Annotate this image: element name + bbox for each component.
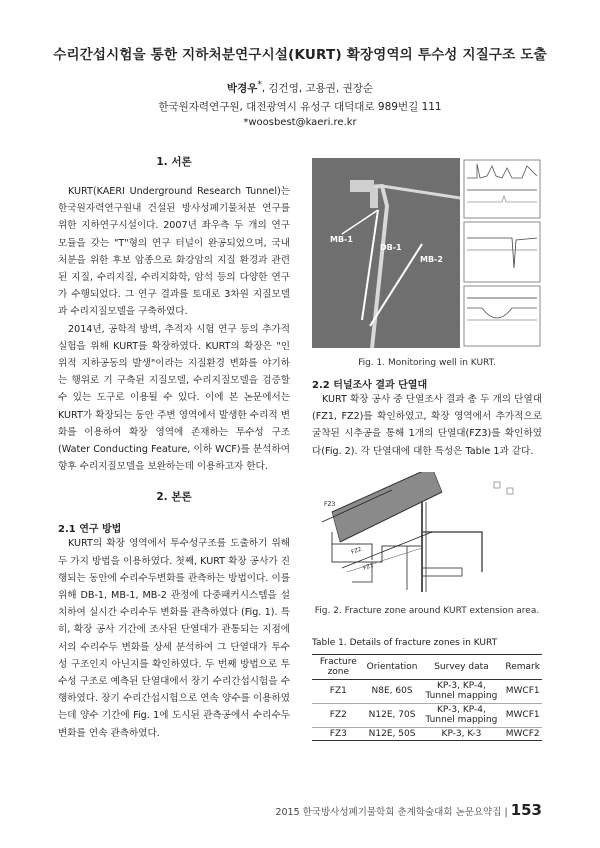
paper-title: 수리간섭시험을 통한 지하처분연구시설(KURT) 확장영역의 투수성 지질구조 도출 xyxy=(53,47,547,63)
footer-text: 2015 한국방사성폐기물학회 춘계학술대회 논문요약집 xyxy=(275,807,502,818)
cell: KP-3, KP-4, Tunnel mapping xyxy=(419,703,503,727)
cell: MWCF1 xyxy=(503,703,542,727)
label-mb2: MB-2 xyxy=(420,255,443,264)
figure-1-caption: Fig. 1. Monitoring well in KURT. xyxy=(358,358,496,368)
cell: N12E, 70S xyxy=(365,703,420,727)
co-authors: , 김건영, 고용권, 권장순 xyxy=(261,82,374,95)
table-row xyxy=(312,727,542,741)
label-mb1: MB-1 xyxy=(330,235,353,244)
cell: MWCF2 xyxy=(503,727,542,741)
subsection-heading-survey: 2.2 터널조사 결과 단열대 xyxy=(312,380,428,391)
label-db1: DB-1 xyxy=(380,243,402,252)
cell: FZ2 xyxy=(312,703,365,727)
fracture-zone-table xyxy=(312,654,542,742)
page-footer xyxy=(275,801,542,819)
figure-2-image xyxy=(312,472,542,600)
figure-1-image xyxy=(312,158,542,348)
figure-2 xyxy=(312,472,542,616)
col-header-fracture-zone: Fracture zone xyxy=(312,654,365,679)
corresponding-mark: * xyxy=(257,80,262,90)
first-author: 박경우 xyxy=(226,82,258,95)
cell: N12E, 50S xyxy=(365,727,420,741)
table-1 xyxy=(312,638,542,742)
label-fz2: FZ2 xyxy=(350,546,363,556)
cell: FZ3 xyxy=(312,727,365,741)
cell: KP-3, K-3 xyxy=(419,727,503,741)
cell: KP-3, KP-4, Tunnel mapping xyxy=(419,679,503,703)
table-row xyxy=(312,679,542,703)
intro-paragraph-1: KURT(KAERI Underground Research Tunnel)는 한국원자력연구원내 건설된 방사성폐기물처분 연구를 위한 지하연구시설이다. 2007년 좌우측 두 개의 연구 모듈을 갖는 "T"형의 연구 터널이 완공되었으며, 국내 처분을 위한 후보 암종으로 화강암의 지질 환경과 관련된 지질, 수리지질, 수리지화학, 암석 등의 다양한 연구가 수행되었다. 그 연구 결과를 토대로 3차원 지질모델과 수리지질모델을 구축하였다. xyxy=(58,186,290,318)
right-column xyxy=(312,148,542,741)
figure-2-caption: Fig. 2. Fracture zone around KURT extension area. xyxy=(314,605,540,616)
left-column xyxy=(58,148,290,742)
subsection-heading-method: 2.1 연구 방법 xyxy=(58,524,122,536)
intro-paragraph-2: 2014년, 공학적 방벽, 추적자 시험 연구 등의 추가적 실험을 위해 KURT를 확장하였다. KURT의 확장은 "인위적 지하공동의 발생"이라는 지질환경 변화를 야기하는 행위로 기 구축된 지질모델, 수리지질모델을 검증할 수 있는 도구로 이용될 수 있다. 이에 본 논문에서는 KURT가 확장되는 동안 주변 영역에서 발생한 수리적 변화를 이용하여 확장 영역에 존재하는 투수성 구조 (Water Conducting Feature, 이하 WCF)를 분석하여 향후 수리지질모델을 보완하는데 이용하고자 한다. xyxy=(58,323,290,473)
head-plots xyxy=(464,160,540,346)
section-heading-intro: 1. 서론 xyxy=(156,156,192,168)
table-row xyxy=(312,703,542,727)
method-paragraph: KURT의 확장 영역에서 투수성구조를 도출하기 위해 두 가지 방법을 이용하였다. 첫째, KURT 확장 공사가 진행되는 동안에 수리수두변화를 관측하는 방법이다. 이를 위해 DB-1, MB-1, MB-2 관정에 다중패커시스템을 설치하여 실시간 수리수두 변화를 관측하였다 (Fig. 1). 특히, 확장 공사 기간에 조사된 단열대가 관통되는 지점에서의 수리수두 변화를 상세 분석하여 그 단열대가 투수성 구조인지 아닌지를 확인하였다. 두 번째 방법으로 투수성 구조로 예측된 단열대에서 장기 수리간섭시험을 수행하였다. 장기 수리간섭시험으로 연속 양수를 이용하였는데 양수 기간에 Fig. 1에 도시된 관측공에서 수리수두 변화를 연속 관측하였다. xyxy=(58,538,290,739)
table-1-caption: Table 1. Details of fracture zones in KURT xyxy=(312,637,498,648)
col-header-survey-data: Survey data xyxy=(419,654,503,679)
footer-separator: | xyxy=(504,807,508,818)
survey-paragraph: KURT 확장 공사 중 단열조사 결과 총 두 개의 단열대(FZ1, FZ2)를 확인하였고, 확장 영역에서 추가적으로 굴착된 시추공을 통해 1개의 단열대(FZ3)를 확인하였다(Fig. 2). 각 단열대에 대한 특성은 Table 1과 같다. xyxy=(312,394,542,457)
affiliation: 한국원자력연구원, 대전광역시 유성구 대덕대로 989번길 111 xyxy=(158,101,442,113)
cell: MWCF1 xyxy=(503,679,542,703)
col-header-remark: Remark xyxy=(503,654,542,679)
figure-1 xyxy=(312,158,542,368)
label-fz1: FZ1 xyxy=(362,562,375,572)
author-line xyxy=(0,80,600,96)
page-number: 153 xyxy=(510,801,542,819)
table-header-row xyxy=(312,654,542,679)
cell: FZ1 xyxy=(312,679,365,703)
cell: N8E, 60S xyxy=(365,679,420,703)
section-heading-body: 2. 본론 xyxy=(156,491,192,504)
col-header-orientation: Orientation xyxy=(365,654,420,679)
label-fz3: FZ3 xyxy=(324,500,336,508)
email-address: *woosbest@kaeri.re.kr xyxy=(243,117,357,128)
